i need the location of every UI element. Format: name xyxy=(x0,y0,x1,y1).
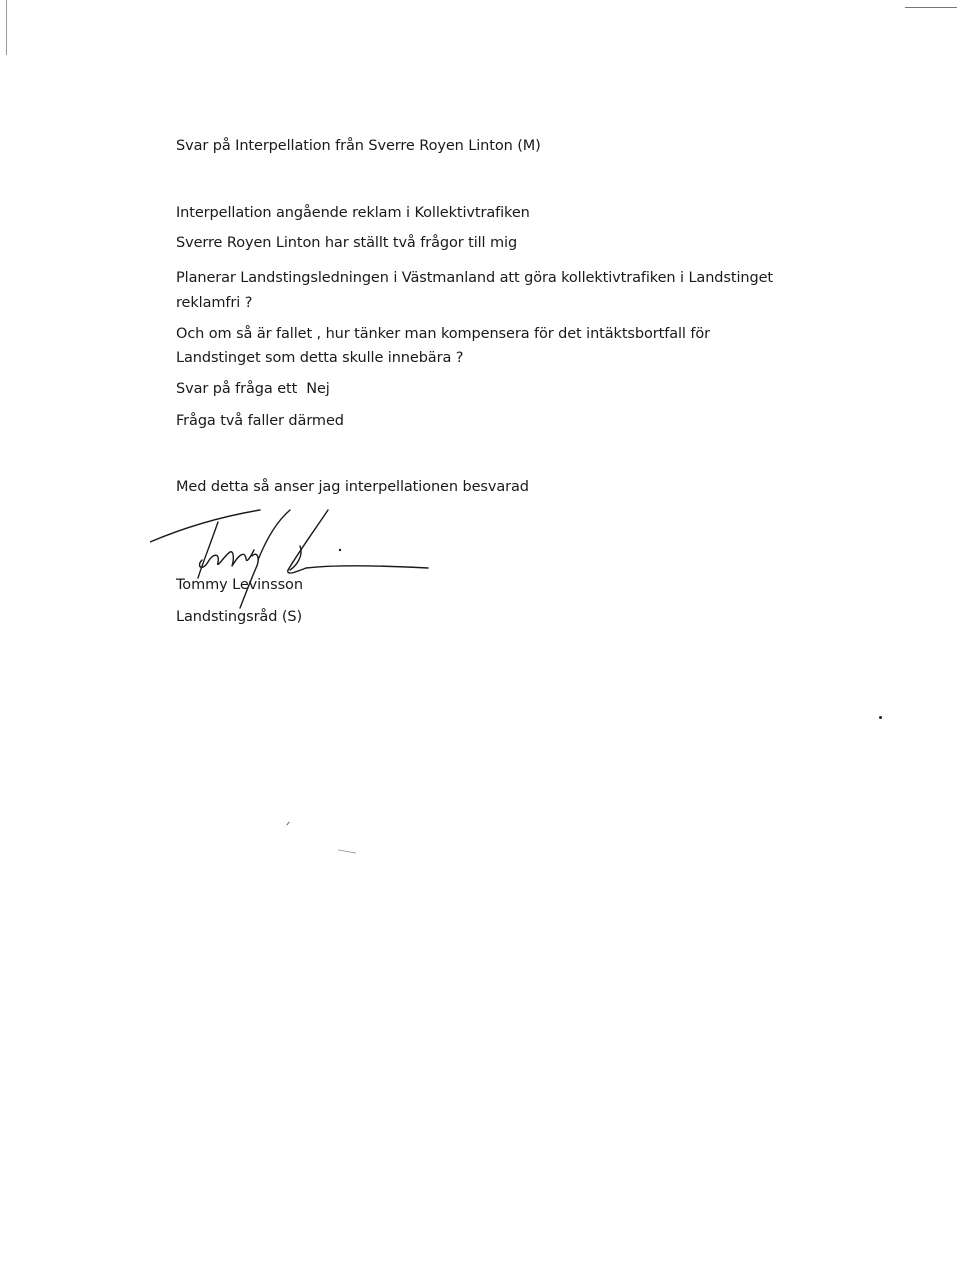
scan-edge-line-top-right xyxy=(905,7,957,8)
question-1-line-1: Planerar Landstingsledningen i Västmanland att göra kollektivtrafiken i Landstinget xyxy=(176,270,773,286)
signer-name: Tommy Levinsson xyxy=(176,577,303,593)
question-2-line-1: Och om så är fallet , hur tänker man kompensera för det intäktsbortfall för xyxy=(176,326,710,342)
scan-speck xyxy=(286,822,289,826)
answer-2-line: Fråga två faller därmed xyxy=(176,413,344,429)
scan-speck xyxy=(879,716,882,719)
document-title: Svar på Interpellation från Sverre Royen Linton (M) xyxy=(176,138,541,154)
question-2-line-2: Landstinget som detta skulle innebära ? xyxy=(176,350,464,366)
answer-1-line: Svar på fråga ett Nej xyxy=(176,381,330,397)
subject-line: Interpellation angående reklam i Kollektivtrafiken xyxy=(176,205,530,221)
closing-line: Med detta så anser jag interpellationen besvarad xyxy=(176,479,529,495)
intro-line: Sverre Royen Linton har ställt två frågor till mig xyxy=(176,235,518,251)
question-1-line-2: reklamfri ? xyxy=(176,295,253,311)
scan-speck xyxy=(338,849,356,853)
scan-edge-line-left xyxy=(6,0,7,55)
signer-title: Landstingsråd (S) xyxy=(176,609,303,625)
